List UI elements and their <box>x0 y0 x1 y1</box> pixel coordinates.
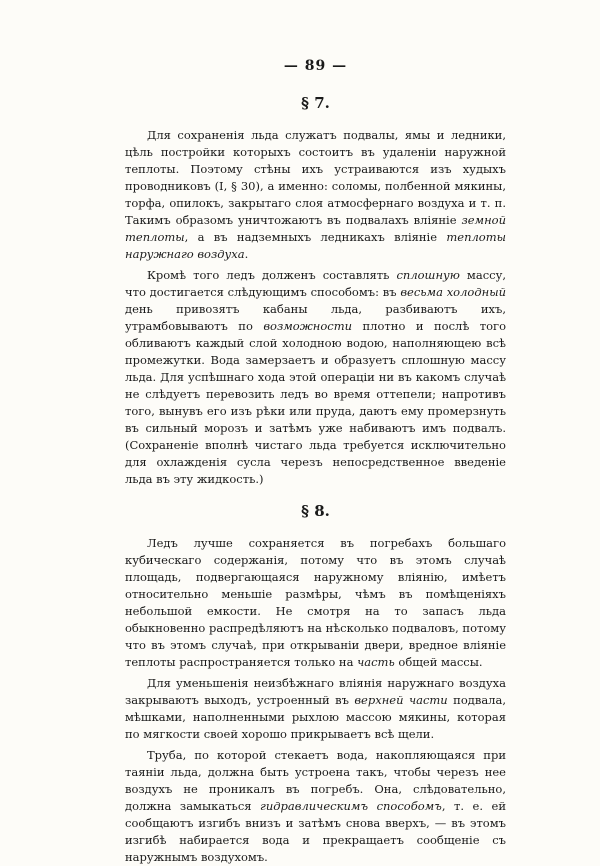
text-run: Кромѣ того ледъ долженъ составлять <box>147 268 397 282</box>
text-run: , а въ надземныхъ ледникахъ вліяніе <box>184 230 447 244</box>
section-heading-8: § 8. <box>301 502 330 520</box>
paragraph <box>125 267 506 488</box>
emphasis-text: теплоты наружнаго воздуха <box>125 230 506 261</box>
paragraph <box>125 675 506 743</box>
emphasis-text: верхней части <box>354 693 448 707</box>
page-number: — 89 — <box>283 58 348 74</box>
paragraph <box>125 747 506 866</box>
text-run: общей массы. <box>394 655 483 669</box>
text-run: . <box>244 247 249 261</box>
text-run: подвала, мѣшками, наполненными рыхлою массою мякины, которая по мягкости своей хорошо прикрываетъ всѣ щели. <box>125 693 506 741</box>
text-run: Труба, по которой стекаетъ вода, накопляющаяся при таяніи льда, должна быть устроена такъ, чтобы черезъ нее воздухъ не проникалъ въ погребъ. Она, слѣдовательно, должна замыкаться <box>125 748 506 813</box>
emphasis-text: весьма холодный <box>400 285 506 299</box>
text-run: массу, что достигается слѣдующимъ способомъ: въ <box>125 268 506 299</box>
section-heading-7: § 7. <box>301 94 330 112</box>
emphasis-text: земной теплоты <box>125 213 506 244</box>
text-run: , т. е. ей сообщаютъ изгибъ внизъ и затѣмъ снова вверхъ, — въ этомъ изгибѣ набирается вода и прекращаетъ сообщеніе съ наружнымъ воздухомъ. <box>125 799 506 864</box>
text-run: плотно и послѣ того обливаютъ каждый слой холодною водою, наполняющею всѣ промежутки. Вода замерзаетъ и образуетъ сплошную массу льда. Для успѣшнаго хода этой операціи ни въ какомъ случаѣ не слѣдуетъ перевозить ледъ во время оттепели; напротивъ того, вынувъ его изъ рѣки или пруда, даютъ ему промерзнуть въ сильный морозъ и затѣмъ уже набиваютъ имъ подвалъ. (Сохраненіе вполнѣ чистаго льда требуется исключительно для охлажденія сусла черезъ непосредственное введеніе льда въ эту жидкость.) <box>125 319 506 486</box>
paragraph <box>125 127 506 263</box>
emphasis-text: гидравлическимъ способомъ <box>260 799 442 813</box>
emphasis-text: сплошную <box>396 268 460 282</box>
emphasis-text: возможности <box>263 319 353 333</box>
text-run: Ледъ лучше сохраняется въ погребахъ большаго кубическаго содержанія, потому что въ этомъ случаѣ площадь, подвергающаяся наружному вліянію, имѣетъ относительно меньшіе размѣры, чѣмъ въ помѣщеніяхъ небольшой емкости. Не смотря на то запасъ льда обыкновенно распредѣляютъ на нѣсколько подваловъ, потому что въ этомъ случаѣ, при открываніи двери, вредное вліяніе теплоты распространяется только на <box>125 536 506 669</box>
text-run: Для уменьшенія неизбѣжнаго вліянія наружнаго воздуха закрываютъ выходъ, устроенный въ <box>125 676 506 707</box>
emphasis-text: часть <box>357 655 395 669</box>
text-run: Для сохраненія льда служатъ подвалы, ямы и ледники, цѣль постройки которыхъ состоитъ въ удаленіи наружной теплоты. Поэтому стѣны ихъ устраиваются изъ худыхъ проводниковъ (I, § 30), а именно: соломы, полбенной мякины, торфа, опилокъ, закрытаго слоя атмосфернаго воздуха и т. п. Такимъ образомъ уничтожаютъ въ подвалахъ вліяніе <box>125 128 506 227</box>
paragraph <box>125 535 506 671</box>
text-run: день привозятъ кабаны льда, разбиваютъ ихъ, утрамбовываютъ по <box>125 302 506 333</box>
